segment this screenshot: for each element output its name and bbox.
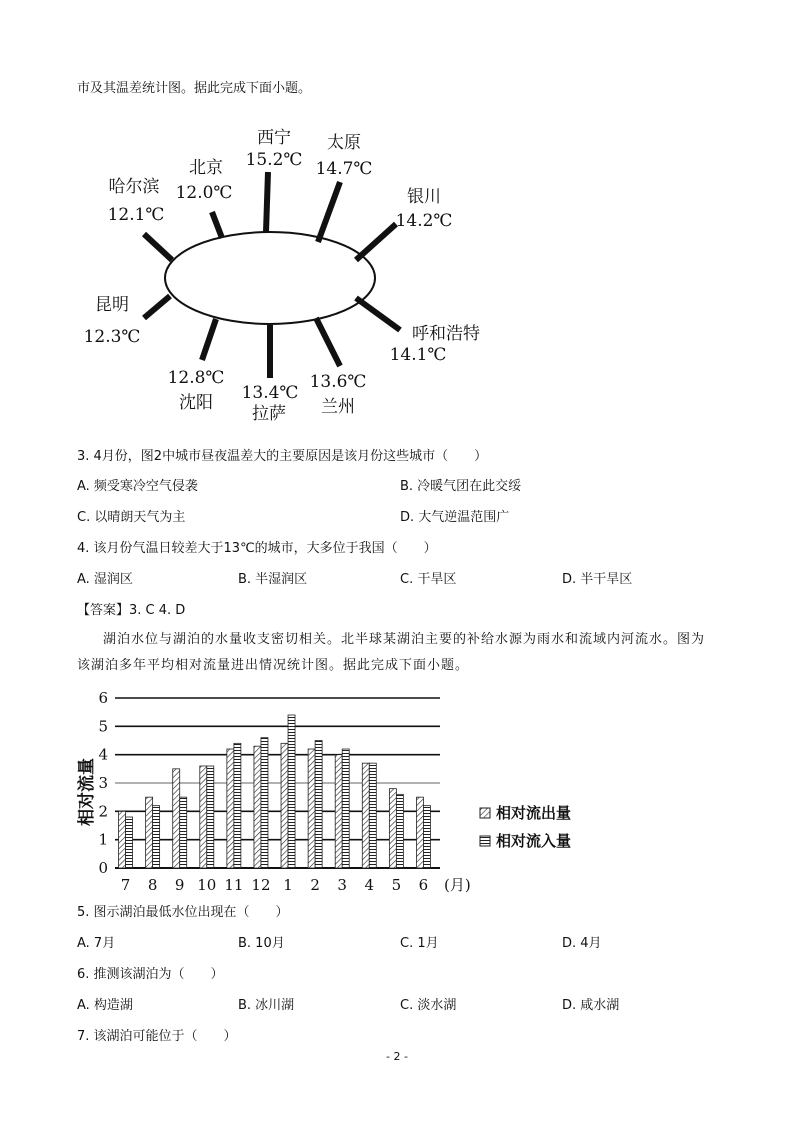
q4-option-b[interactable]: B. 半湿润区 — [238, 572, 308, 587]
q6-option-a[interactable]: A. 构造湖 — [77, 998, 133, 1013]
x-tick-label: 2 — [310, 876, 320, 894]
bar-outflow — [308, 749, 315, 868]
city-name-xining: 西宁 — [257, 128, 291, 148]
y-tick-label: 4 — [98, 745, 108, 764]
bar-inflow — [288, 715, 295, 868]
city-temp-lasa: 13.4℃ — [241, 383, 299, 403]
spoke-shenyang — [202, 319, 216, 360]
q4-option-a[interactable]: A. 湿润区 — [77, 572, 133, 587]
y-tick-label: 6 — [98, 690, 108, 707]
bar-outflow — [227, 749, 234, 868]
q5-option-b[interactable]: B. 10月 — [238, 936, 285, 951]
spoke-xining — [266, 172, 268, 232]
diagram-ellipse — [165, 232, 375, 324]
legend-swatch-inflow — [480, 836, 490, 846]
bar-outflow — [254, 746, 261, 868]
city-name-yinchuan: 银川 — [407, 187, 441, 207]
bar-inflow — [153, 806, 160, 868]
bar-outflow — [173, 769, 180, 868]
city-name-lanzhou: 兰州 — [321, 397, 355, 417]
bar-outflow — [281, 743, 288, 868]
bar-outflow — [416, 797, 423, 868]
flow-bar-chart — [0, 690, 794, 900]
q3-option-a[interactable]: A. 频受寒冷空气侵袭 — [77, 479, 198, 494]
bar-outflow — [335, 755, 342, 868]
city-name-shenyang: 沈阳 — [179, 393, 213, 413]
y-tick-label: 1 — [98, 830, 108, 849]
q5-option-c[interactable]: C. 1月 — [400, 936, 439, 951]
q7-stem: 7. 该湖泊可能位于（ ） — [77, 1029, 237, 1044]
bar-inflow — [261, 738, 268, 868]
bar-inflow — [342, 749, 349, 868]
city-name-lasa-label: 拉萨 — [252, 404, 286, 424]
city-temp-shenyang: 12.8℃ — [167, 368, 225, 388]
x-tick-label: 7 — [120, 876, 131, 894]
spoke-lanzhou — [316, 318, 340, 366]
x-tick-label: 4 — [364, 876, 375, 894]
q5-stem: 5. 图示湖泊最低水位出现在（ ） — [77, 905, 289, 920]
page-number: - 2 - — [386, 1050, 408, 1063]
intro-text: 市及其温差统计图。据此完成下面小题。 — [77, 81, 312, 96]
bar-outflow — [362, 763, 369, 868]
passage-text: 湖泊水位与湖泊的水量收支密切相关。北半球某湖泊主要的补给水源为雨水和流域内河流水。图为该湖泊多年平均相对流量进出情况统计图。据此完成下面小题。 — [77, 632, 706, 673]
spoke-beijing — [212, 212, 222, 238]
city-temp-huhehaote: 14.1℃ — [389, 345, 447, 365]
y-tick-label: 5 — [98, 717, 108, 736]
q3-option-b[interactable]: B. 冷暖气团在此交绥 — [400, 479, 522, 494]
bar-outflow — [389, 789, 396, 868]
q6-option-d[interactable]: D. 咸水湖 — [562, 998, 620, 1013]
y-tick-label: 2 — [98, 802, 108, 821]
x-tick-label: 9 — [174, 876, 185, 894]
bar-inflow — [207, 766, 214, 868]
city-temp-taiyuan: 14.7℃ — [315, 159, 373, 179]
city-name-huhehaote: 呼和浩特 — [412, 324, 480, 344]
city-temp-yinchuan: 14.2℃ — [395, 211, 453, 231]
q3-stem: 3. 4月份，图2中城市昼夜温差大的主要原因是该月份这些城市（ ） — [77, 449, 488, 464]
answer-line: 【答案】3. C 4. D — [77, 603, 186, 618]
y-tick-label: 3 — [98, 774, 108, 792]
bar-outflow — [146, 797, 153, 868]
q3-option-c[interactable]: C. 以晴朗天气为主 — [77, 510, 186, 525]
city-name-kunming: 昆明 — [95, 295, 129, 315]
city-temp-haerbin: 12.1℃ — [107, 205, 165, 225]
bar-inflow — [126, 817, 133, 868]
bar-inflow — [180, 797, 187, 868]
legend-label-inflow: 相对流入量 — [496, 832, 572, 850]
bar-inflow — [369, 763, 376, 868]
city-name-beijing: 北京 — [189, 158, 223, 178]
city-temp-xining: 15.2℃ — [245, 150, 303, 170]
spoke-huhehaote — [356, 298, 400, 330]
q4-option-c[interactable]: C. 干旱区 — [400, 572, 457, 587]
spoke-yinchuan — [356, 224, 396, 260]
x-tick-label: 1 — [283, 876, 293, 894]
x-tick-label: 3 — [337, 876, 347, 894]
x-tick-label: 10 — [197, 876, 217, 894]
q6-option-b[interactable]: B. 冰川湖 — [238, 998, 295, 1013]
q3-option-d[interactable]: D. 大气逆温范围广 — [400, 510, 510, 525]
spoke-kunming — [144, 296, 170, 318]
temperature-diagram — [0, 120, 794, 420]
legend-label-outflow: 相对流出量 — [496, 804, 572, 822]
bar-inflow — [315, 741, 322, 869]
x-unit-label: (月) — [444, 876, 471, 894]
q6-stem: 6. 推测该湖泊为（ ） — [77, 967, 224, 982]
bar-outflow — [119, 811, 126, 868]
bar-inflow — [396, 794, 403, 868]
city-temp-beijing: 12.0℃ — [175, 183, 233, 203]
x-tick-label: 8 — [147, 876, 158, 894]
x-tick-label: 11 — [224, 876, 244, 894]
x-tick-label: 6 — [418, 876, 429, 894]
spoke-taiyuan — [318, 182, 340, 242]
chart-ylabel: 相对流量 — [77, 758, 97, 826]
city-name-haerbin: 哈尔滨 — [108, 177, 160, 197]
q4-stem: 4. 该月份气温日较差大于13℃的城市，大多位于我国（ ） — [77, 541, 437, 556]
bar-inflow — [234, 743, 241, 868]
bar-inflow — [423, 806, 430, 868]
city-temp-kunming: 12.3℃ — [83, 327, 141, 347]
city-name-taiyuan: 太原 — [327, 133, 361, 153]
x-tick-label: 5 — [391, 876, 402, 894]
q6-option-c[interactable]: C. 淡水湖 — [400, 998, 457, 1013]
bar-outflow — [200, 766, 207, 868]
legend-swatch-outflow — [480, 808, 490, 818]
q5-option-a[interactable]: A. 7月 — [77, 936, 116, 951]
city-temp-lanzhou: 13.6℃ — [309, 372, 367, 392]
q5-option-d[interactable]: D. 4月 — [562, 936, 602, 951]
x-tick-label: 12 — [251, 876, 271, 894]
spoke-haerbin — [144, 234, 172, 260]
q4-option-d[interactable]: D. 半干旱区 — [562, 572, 633, 587]
y-tick-label: 0 — [98, 859, 108, 877]
